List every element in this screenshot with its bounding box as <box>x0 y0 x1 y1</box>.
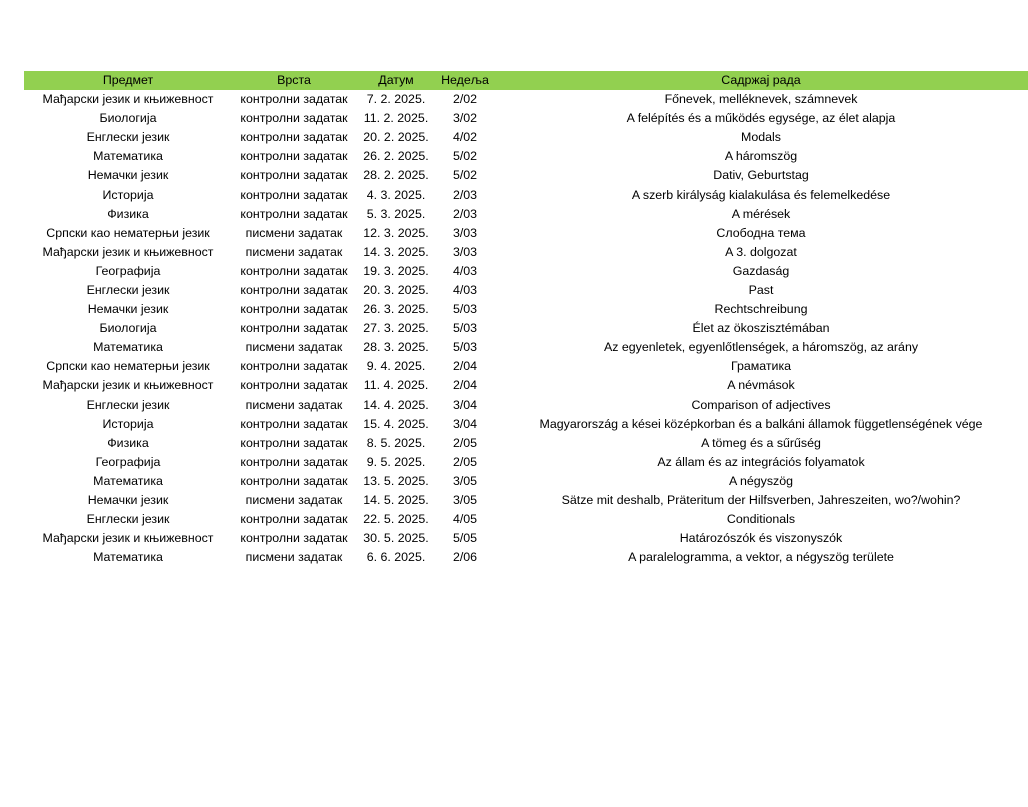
header-week: Недеља <box>441 73 489 87</box>
cell-date: 9. 5. 2025. <box>366 454 426 469</box>
table-row <box>24 415 1028 434</box>
cell-subject: Математика <box>93 149 163 164</box>
cell-subject: Немачки језик <box>87 493 169 508</box>
cell-content: A paralelogramma, a vektor, a négyszög területe <box>628 550 894 565</box>
cell-date: 4. 3. 2025. <box>366 187 426 202</box>
cell-subject: Географија <box>95 454 161 469</box>
cell-type: писмени задатак <box>245 550 343 565</box>
cell-subject: Енглески језик <box>86 282 170 297</box>
cell-subject: Српски као нематерњи језик <box>46 225 210 240</box>
table-row <box>24 185 1028 204</box>
cell-date: 14. 5. 2025. <box>363 493 429 508</box>
header-type: Врста <box>277 73 311 87</box>
cell-subject: Математика <box>93 550 163 565</box>
table-row <box>24 472 1028 491</box>
schedule-sheet <box>24 71 1028 567</box>
header-row <box>24 71 1028 90</box>
header-date: Датум <box>378 73 414 87</box>
cell-week: 5/03 <box>452 302 478 317</box>
cell-type: контролни задатак <box>240 321 348 336</box>
cell-content: A tömeg és a sűrűség <box>701 435 821 450</box>
cell-date: 7. 2. 2025. <box>366 92 426 107</box>
cell-content: Dativ, Geburtstag <box>713 168 809 183</box>
cell-content: Az egyenletek, egyenlőtlenségek, a háromszög, az arány <box>603 340 919 355</box>
cell-subject: Мађарски језик и књижевност <box>42 92 214 107</box>
table-row <box>24 510 1028 529</box>
cell-content: Modals <box>741 130 781 145</box>
cell-date: 22. 5. 2025. <box>363 512 429 527</box>
cell-content: A névmások <box>727 378 795 393</box>
cell-week: 2/05 <box>452 454 478 469</box>
table-row <box>24 529 1028 548</box>
table-row <box>24 434 1028 453</box>
cell-subject: Физика <box>107 435 149 450</box>
cell-content: A négyszög <box>728 473 794 488</box>
cell-content: A háromszög <box>724 149 798 164</box>
cell-content: A felépítés és a működés egysége, az élet alapja <box>626 111 896 126</box>
cell-week: 3/05 <box>452 493 478 508</box>
cell-week: 4/05 <box>452 512 478 527</box>
cell-week: 5/03 <box>452 321 478 336</box>
table-row <box>24 262 1028 281</box>
cell-type: контролни задатак <box>240 111 348 126</box>
cell-type: контролни задатак <box>240 187 348 202</box>
cell-type: писмени задатак <box>245 244 343 259</box>
cell-type: контролни задатак <box>240 378 348 393</box>
cell-subject: Географија <box>95 263 161 278</box>
cell-date: 5. 3. 2025. <box>366 206 426 221</box>
cell-content: Слободна тема <box>716 225 806 240</box>
cell-content: Az állam és az integrációs folyamatok <box>657 454 865 469</box>
cell-content: Rechtschreibung <box>714 302 808 317</box>
table-row <box>24 548 1028 567</box>
cell-date: 14. 3. 2025. <box>363 244 429 259</box>
cell-type: писмени задатак <box>245 397 343 412</box>
cell-type: контролни задатак <box>240 435 348 450</box>
cell-week: 3/02 <box>452 111 478 126</box>
cell-date: 8. 5. 2025. <box>366 435 426 450</box>
cell-subject: Физика <box>107 206 149 221</box>
cell-subject: Историја <box>102 187 154 202</box>
cell-week: 4/02 <box>452 130 478 145</box>
cell-content: Főnevek, melléknevek, számnevek <box>664 92 858 107</box>
cell-type: контролни задатак <box>240 473 348 488</box>
table-row <box>24 90 1028 109</box>
cell-type: контролни задатак <box>240 130 348 145</box>
cell-subject: Енглески језик <box>86 130 170 145</box>
table-row <box>24 453 1028 472</box>
cell-subject: Немачки језик <box>87 302 169 317</box>
cell-subject: Мађарски језик и књижевност <box>42 244 214 259</box>
cell-date: 27. 3. 2025. <box>363 321 429 336</box>
cell-type: контролни задатак <box>240 168 348 183</box>
cell-type: контролни задатак <box>240 454 348 469</box>
cell-content: Comparison of adjectives <box>691 397 831 412</box>
cell-content: A 3. dolgozat <box>725 244 797 259</box>
cell-date: 15. 4. 2025. <box>363 416 429 431</box>
table-row <box>24 224 1028 243</box>
cell-content: Magyarország a kései középkorban és a balkáni államok függetlenségének vége <box>539 416 983 431</box>
cell-content: Élet az ökoszisztémában <box>692 321 830 336</box>
cell-week: 5/03 <box>452 340 478 355</box>
cell-week: 2/04 <box>452 359 478 374</box>
cell-week: 2/06 <box>452 550 478 565</box>
cell-content: Határozószók és viszonyszók <box>679 531 843 546</box>
cell-week: 2/03 <box>452 187 478 202</box>
cell-subject: Историја <box>102 416 154 431</box>
cell-date: 14. 4. 2025. <box>363 397 429 412</box>
cell-subject: Енглески језик <box>86 397 170 412</box>
cell-date: 26. 3. 2025. <box>363 302 429 317</box>
cell-type: контролни задатак <box>240 416 348 431</box>
header-content: Садржај рада <box>721 73 801 87</box>
table-row <box>24 243 1028 262</box>
cell-date: 28. 3. 2025. <box>363 340 429 355</box>
cell-type: контролни задатак <box>240 206 348 221</box>
cell-type: писмени задатак <box>245 225 343 240</box>
cell-content: Gazdaság <box>732 263 790 278</box>
cell-content: Conditionals <box>726 512 796 527</box>
cell-date: 9. 4. 2025. <box>366 359 426 374</box>
test-schedule-table <box>24 71 1028 567</box>
cell-type: писмени задатак <box>245 340 343 355</box>
table-row <box>24 128 1028 147</box>
cell-content: A mérések <box>731 206 791 221</box>
cell-date: 6. 6. 2025. <box>366 550 426 565</box>
cell-type: контролни задатак <box>240 359 348 374</box>
cell-subject: Мађарски језик и књижевност <box>42 378 214 393</box>
cell-type: контролни задатак <box>240 282 348 297</box>
cell-week: 4/03 <box>452 282 478 297</box>
cell-date: 20. 2. 2025. <box>363 130 429 145</box>
cell-date: 12. 3. 2025. <box>363 225 429 240</box>
table-row <box>24 300 1028 319</box>
table-row <box>24 357 1028 376</box>
cell-week: 5/05 <box>452 531 478 546</box>
cell-content: A szerb királyság kialakulása és felemelkedése <box>631 187 891 202</box>
table-row <box>24 376 1028 395</box>
cell-subject: Енглески језик <box>86 512 170 527</box>
cell-week: 3/03 <box>452 244 478 259</box>
cell-week: 4/03 <box>452 263 478 278</box>
cell-type: писмени задатак <box>245 493 343 508</box>
table-row <box>24 319 1028 338</box>
table-row <box>24 109 1028 128</box>
table-row <box>24 205 1028 224</box>
table-row <box>24 166 1028 185</box>
cell-date: 19. 3. 2025. <box>363 263 429 278</box>
cell-week: 2/02 <box>452 92 478 107</box>
table-body <box>24 90 1028 567</box>
cell-subject: Биологија <box>99 321 157 336</box>
cell-week: 3/03 <box>452 225 478 240</box>
cell-subject: Српски као нематерњи језик <box>46 359 210 374</box>
cell-week: 2/03 <box>452 206 478 221</box>
table-row <box>24 338 1028 357</box>
cell-subject: Мађарски језик и књижевност <box>42 531 214 546</box>
cell-week: 5/02 <box>452 168 478 183</box>
cell-subject: Немачки језик <box>87 168 169 183</box>
cell-content: Sätze mit deshalb, Präteritum der Hilfsverben, Jahreszeiten, wo?/wohin? <box>561 493 961 508</box>
cell-week: 3/04 <box>452 397 478 412</box>
cell-date: 28. 2. 2025. <box>363 168 429 183</box>
cell-week: 3/04 <box>452 416 478 431</box>
cell-type: контролни задатак <box>240 302 348 317</box>
cell-subject: Биологија <box>99 111 157 126</box>
header-subject: Предмет <box>102 73 154 87</box>
cell-date: 11. 2. 2025. <box>363 111 429 126</box>
cell-type: контролни задатак <box>240 149 348 164</box>
table-row <box>24 281 1028 300</box>
cell-date: 11. 4. 2025. <box>363 378 429 393</box>
cell-type: контролни задатак <box>240 263 348 278</box>
table-row <box>24 147 1028 166</box>
cell-date: 13. 5. 2025. <box>363 473 429 488</box>
cell-content: Past <box>748 282 774 297</box>
cell-week: 3/05 <box>452 473 478 488</box>
cell-type: контролни задатак <box>240 512 348 527</box>
cell-type: контролни задатак <box>240 531 348 546</box>
cell-date: 26. 2. 2025. <box>363 149 429 164</box>
cell-week: 2/05 <box>452 435 478 450</box>
table-row <box>24 396 1028 415</box>
cell-date: 30. 5. 2025. <box>363 531 429 546</box>
cell-type: контролни задатак <box>240 92 348 107</box>
table-row <box>24 491 1028 510</box>
cell-content: Граматика <box>730 359 792 374</box>
cell-week: 2/04 <box>452 378 478 393</box>
cell-date: 20. 3. 2025. <box>363 282 429 297</box>
cell-subject: Математика <box>93 340 163 355</box>
cell-subject: Математика <box>93 473 163 488</box>
cell-week: 5/02 <box>452 149 478 164</box>
